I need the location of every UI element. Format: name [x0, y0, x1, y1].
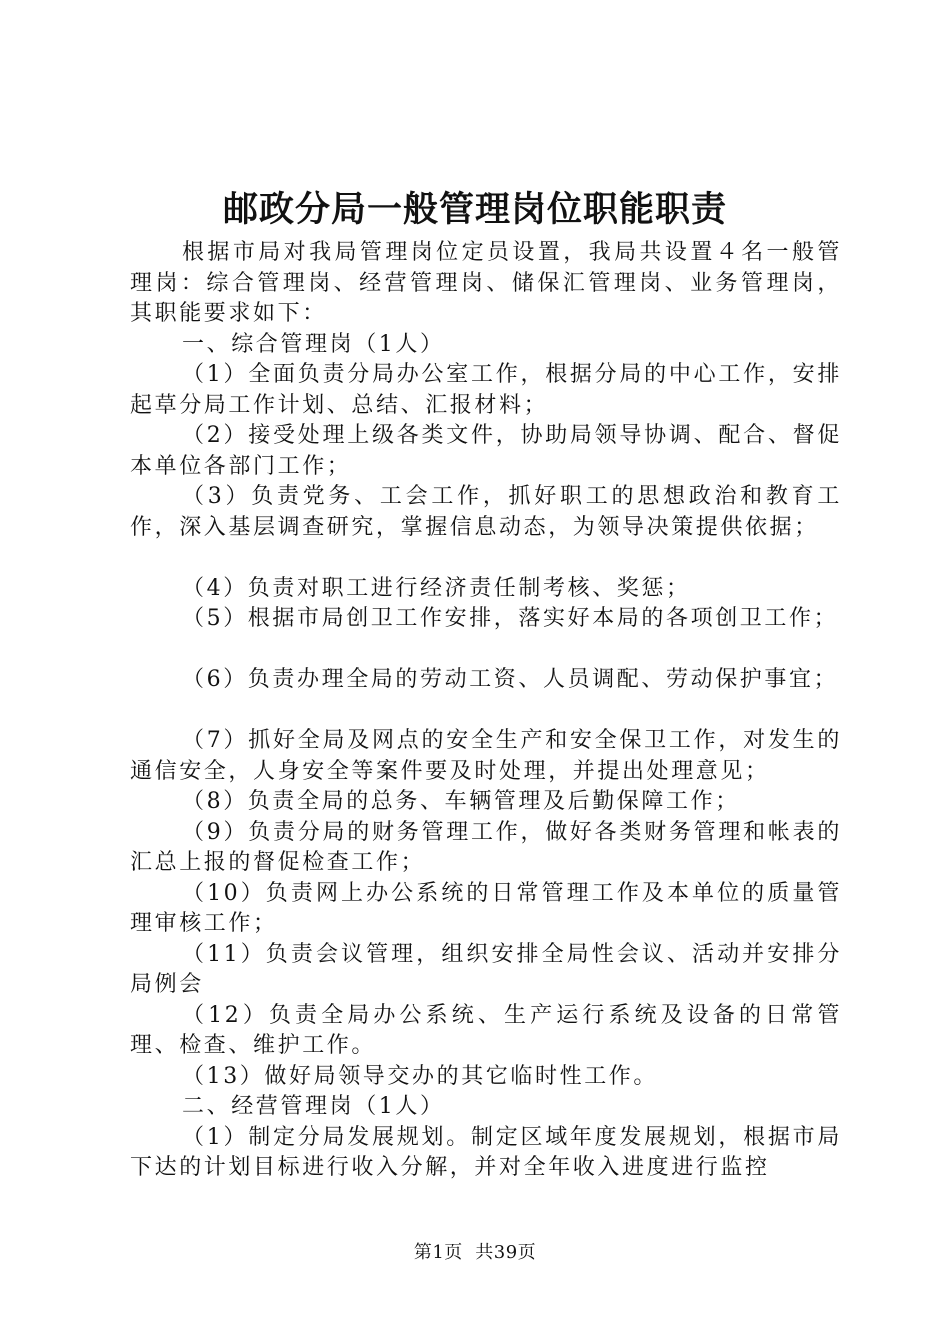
duty-item: （9）负责分局的财务管理工作，做好各类财务管理和帐表的汇总上报的督促检查工作； — [130, 819, 842, 875]
intro-paragraph: 根据市局对我局管理岗位定员设置，我局共设置４名一般管理岗：综合管理岗、经营管理岗、储保汇管理岗、业务管理岗，其职能要求如下： — [130, 240, 842, 326]
section-heading-business-management: 二、经营管理岗（1人） — [182, 1094, 445, 1119]
section-heading-general-management: 一、综合管理岗（1人） — [182, 331, 445, 357]
duty-item: （12）负责全局办公系统、生产运行系统及设备的日常管理、检查、维护工作。 — [130, 1002, 842, 1058]
duty-item: （2）接受处理上级各类文件，协助局领导协调、配合、督促本单位各部门工作； — [130, 423, 842, 479]
duty-item: （1）制定分局发展规划。制定区域年度发展规划，根据市局下达的计划目标进行收入分解，并对全年收入进度进行监控 — [130, 1124, 842, 1180]
duty-item: （13）做好局领导交办的其它临时性工作。 — [182, 1063, 658, 1089]
duty-item: （4）负责对职工进行经济责任制考核、奖惩； — [182, 575, 691, 601]
duty-item: （8）负责全局的总务、车辆管理及后勤保障工作； — [182, 789, 740, 814]
duty-item: （10）负责网上办公系统的日常管理工作及本单位的质量管理审核工作； — [130, 880, 842, 936]
document-body — [130, 238, 842, 1184]
duty-item: （3）负责党务、工会工作，抓好职工的思想政治和教育工作，深入基层调查研究，掌握信息动态，为领导决策提供依据； — [130, 484, 842, 540]
document-title: 邮政分局一般管理岗位职能职责 — [222, 189, 727, 230]
duty-item: （1）全面负责分局办公室工作，根据分局的中心工作，安排起草分局工作计划、总结、汇报材料； — [130, 362, 842, 418]
duty-item: （6）负责办理全局的劳动工资、人员调配、劳动保护事宜； — [182, 667, 839, 692]
page-number-label: 第1页 共39页 — [413, 1242, 537, 1263]
duty-item: （7）抓好全局及网点的安全生产和安全保卫工作，对发生的通信安全，人身安全等案件要及时处理，并提出处理意见； — [130, 728, 842, 784]
duty-item: （5）根据市局创卫工作安排，落实好本局的各项创卫工作； — [182, 606, 839, 631]
duty-item: （11）负责会议管理，组织安排全局性会议、活动并安排分局例会 — [130, 941, 842, 997]
page-footer — [0, 1240, 950, 1266]
